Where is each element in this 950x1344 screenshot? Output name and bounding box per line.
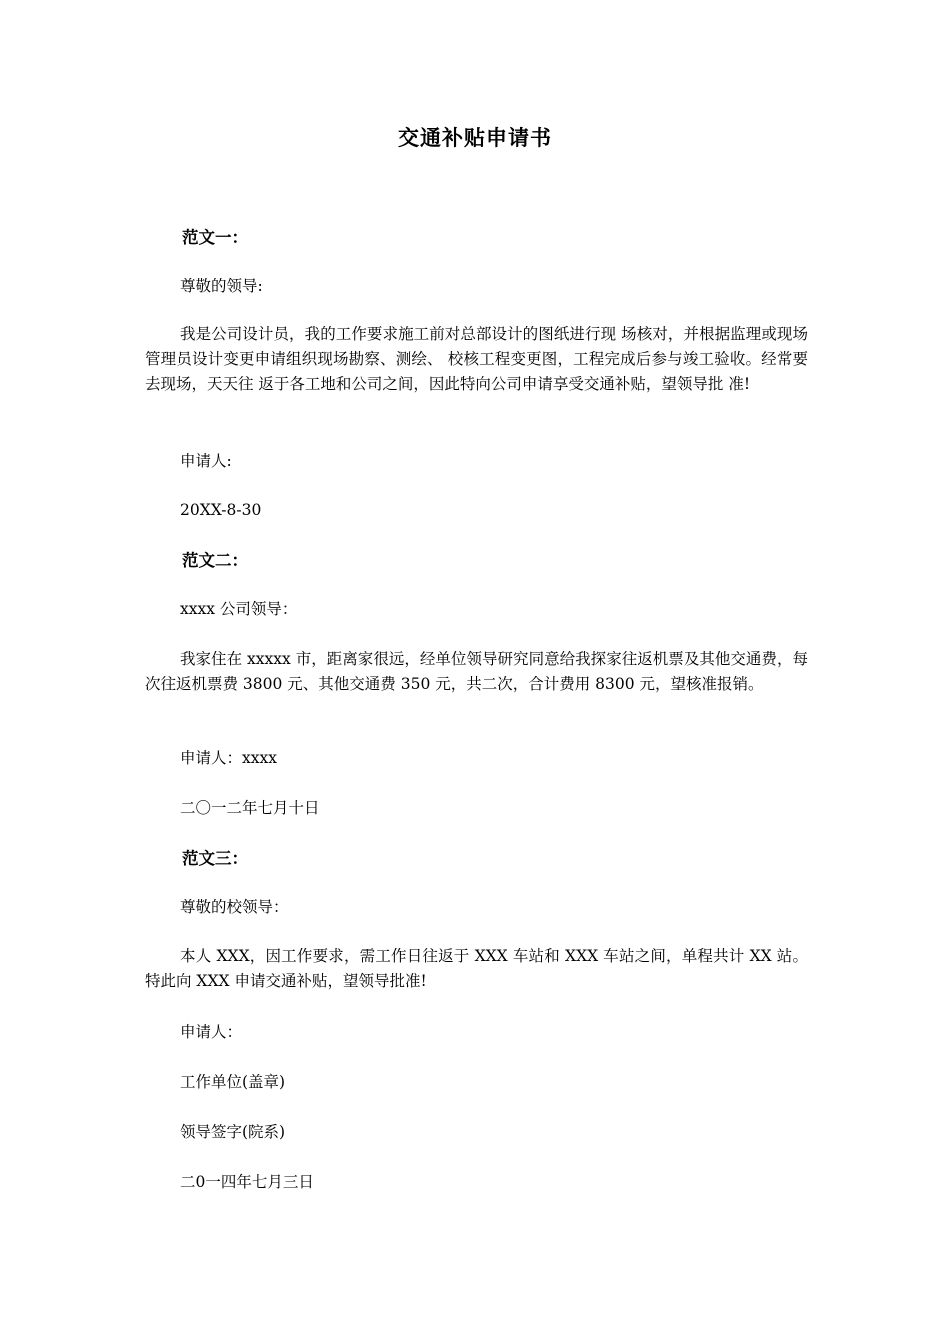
sample1-salutation: 尊敬的领导: [180,277,263,295]
sample2-body: 我家住在 xxxxx 市，距离家很远，经单位领导研究同意给我探家往返机票及其他交通费，每次往返机票费 3800 元、其他交通费 350 元，共二次，合计费用 8300 元，望核准报销。 [145,650,808,693]
sample1-date: 20XX-8-30 [180,501,262,519]
sample3-signature: 领导签字(院系) [180,1123,286,1141]
sample3-heading: 范文三： [182,849,248,868]
sample2-heading: 范文二： [182,551,248,570]
sample2-applicant: 申请人：xxxx [180,749,277,767]
sample1-heading: 范文一： [182,228,248,247]
sample3-salutation: 尊敬的校领导： [180,898,289,916]
sample1-body: 我是公司设计员，我的工作要求施工前对总部设计的图纸进行现 场核对，并根据监理或现场管理员设计变更申请组织现场勘察、测绘、 校核工程变更图，工程完成后参与竣工验收。经常要去现场，天天往 返于各工地和公司之间，因此特向公司申请享受交通补贴，望领导批 准! [145,325,808,393]
sample3-body: 本人 XXX，因工作要求，需工作日往返于 XXX 车站和 XXX 车站之间，单程共计 XX 站。特此向 XXX 申请交通补贴，望领导批准! [145,947,808,990]
sample1-applicant: 申请人: [180,452,232,470]
document-title: 交通补贴申请书 [398,126,552,150]
sample2-date: 二〇一二年七月十日 [180,799,320,817]
sample2-salutation: xxxx 公司领导： [180,600,298,618]
sample3-unit: 工作单位(盖章) [180,1073,286,1091]
sample3-applicant: 申请人： [180,1023,243,1041]
sample3-date: 二0一四年七月三日 [180,1173,314,1191]
